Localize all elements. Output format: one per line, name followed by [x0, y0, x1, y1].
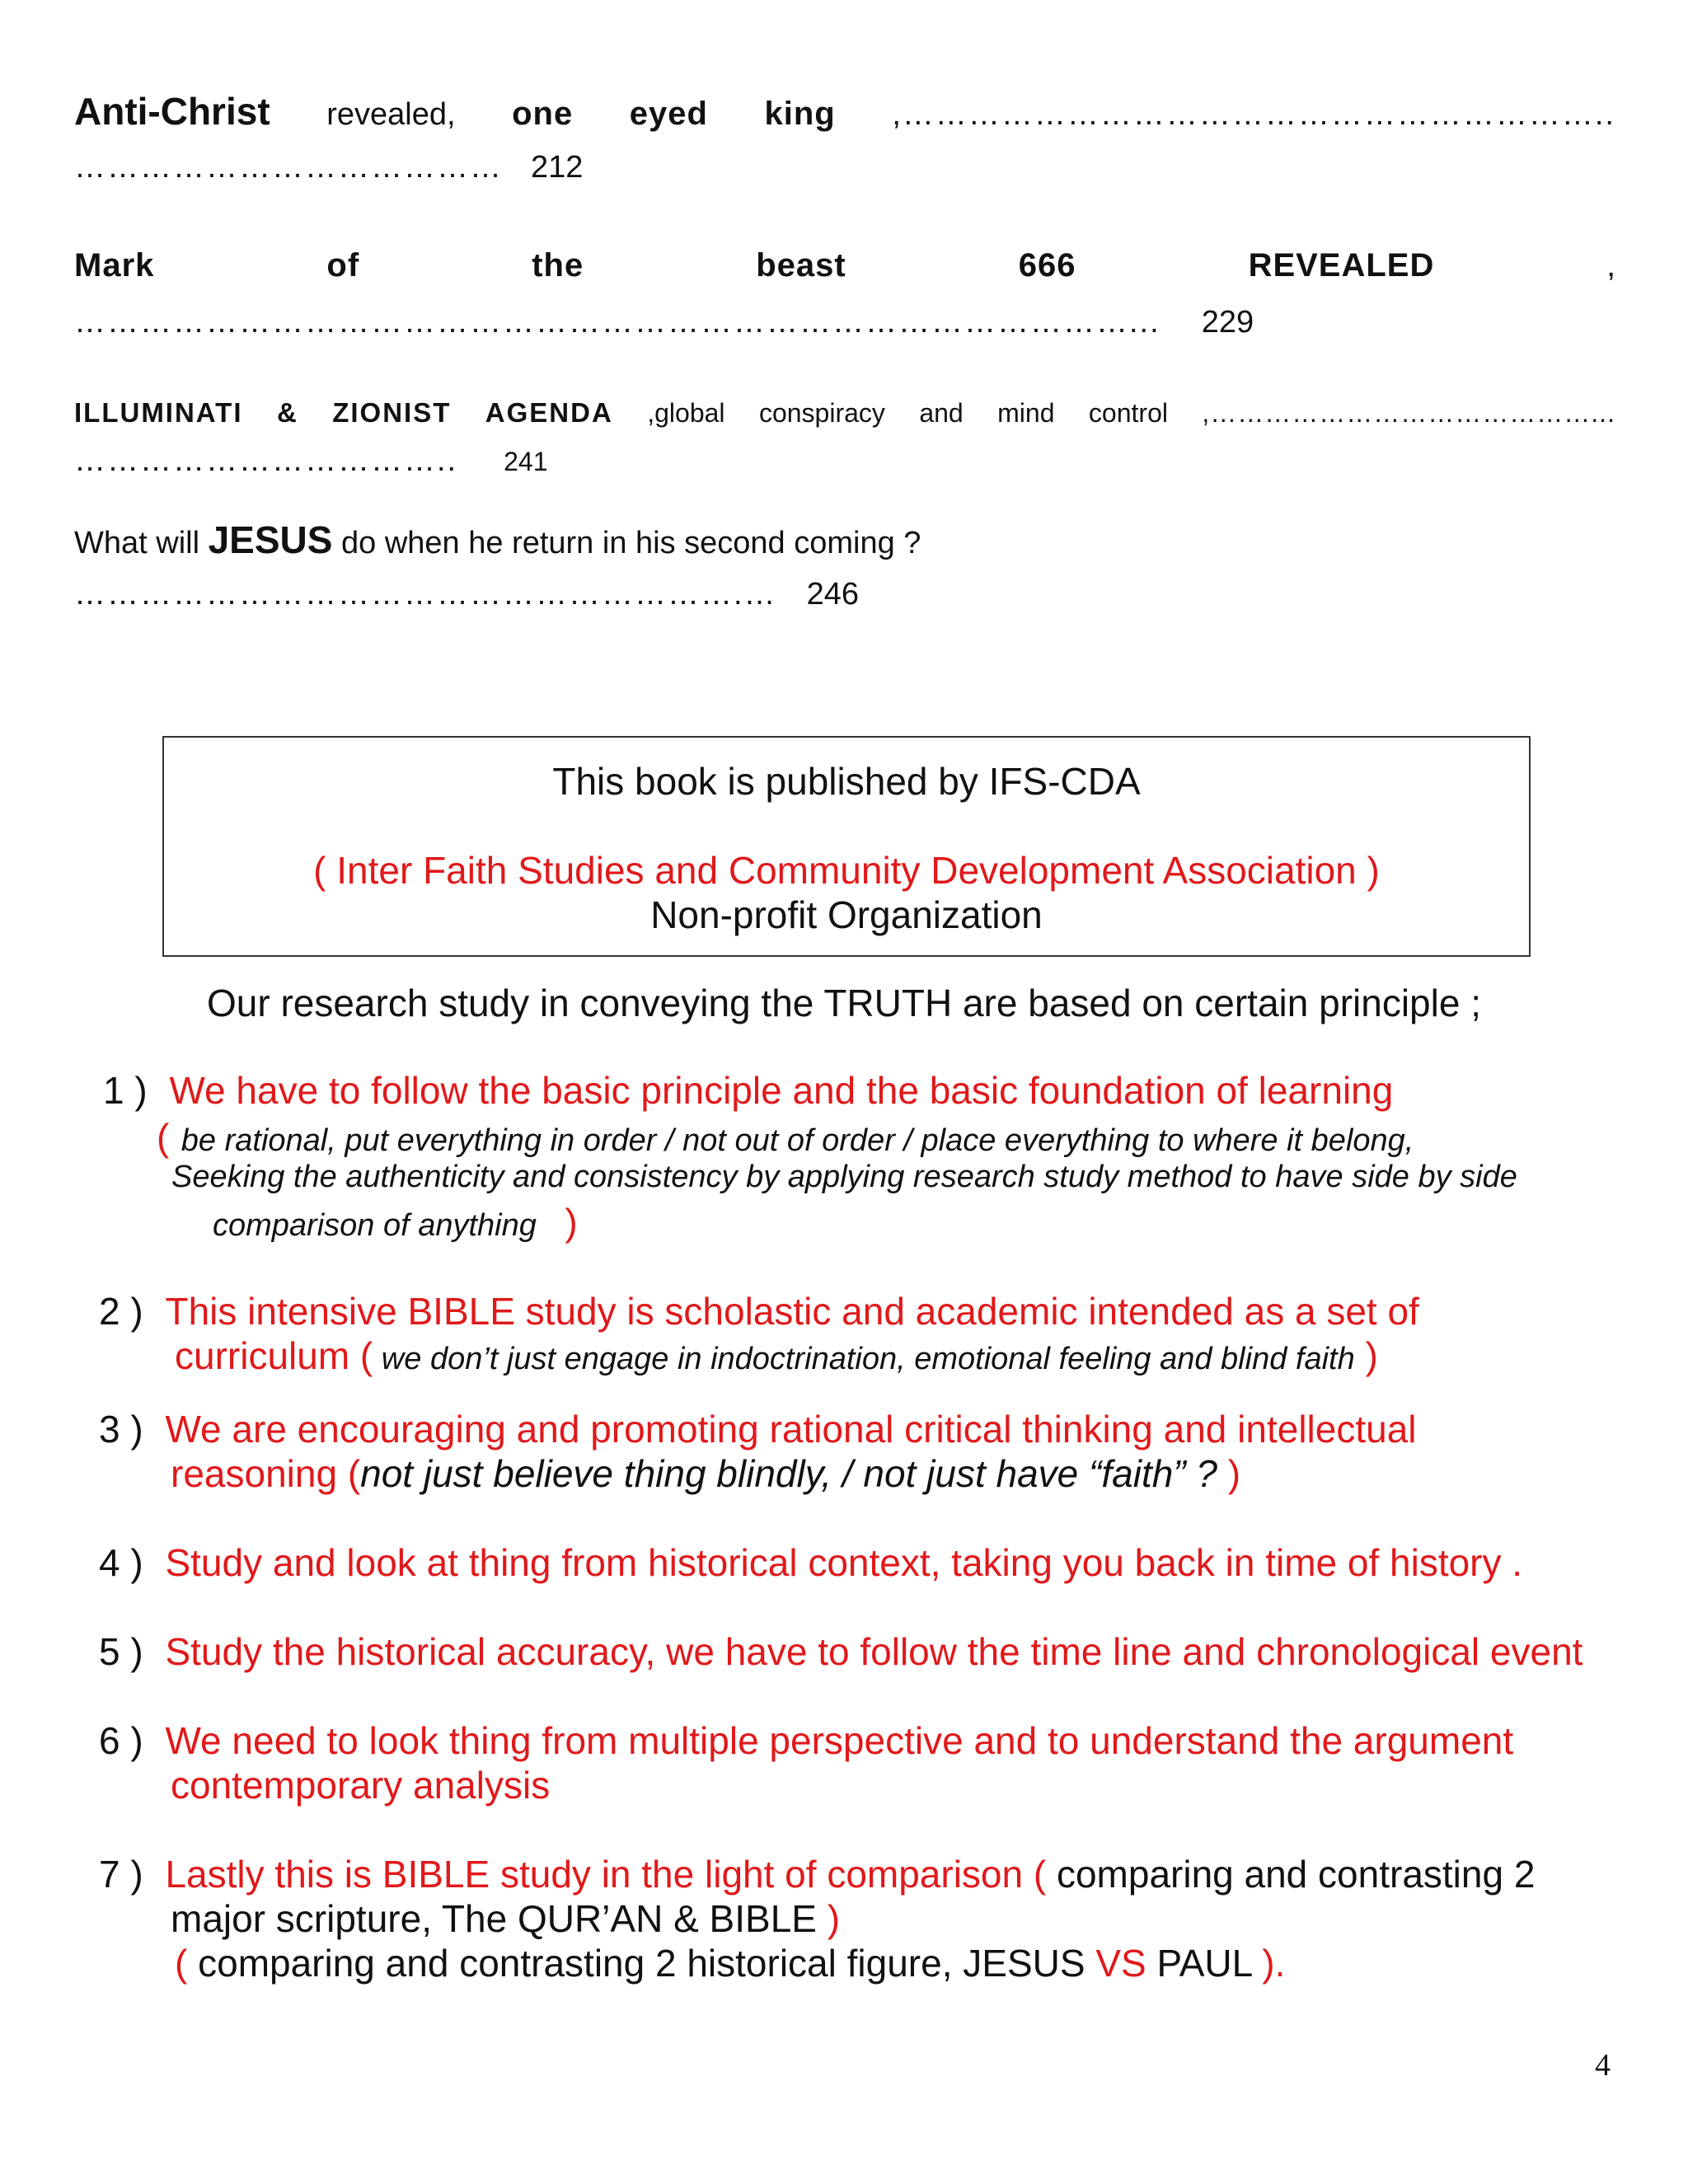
close-paren: ). — [1251, 1942, 1286, 1985]
toc-text: What will — [74, 526, 209, 560]
publisher-org-type: Non-profit Organization — [650, 893, 1043, 936]
principle-detail: we don’t just engage in indoctrination, emotional feeling and blind faith — [373, 1342, 1355, 1376]
principle-text: Lastly this is BIBLE study in the light of comparison ( — [165, 1853, 1057, 1896]
toc-entry-mark-of-beast-line2 — [74, 305, 1254, 340]
toc-word: mind — [997, 398, 1055, 428]
page-number: 4 — [1595, 2048, 1611, 2083]
toc-word: Mark — [74, 247, 155, 284]
toc-word: conspiracy — [758, 398, 885, 428]
toc-word: & — [276, 397, 298, 428]
toc-word: , — [1606, 249, 1615, 284]
toc-leader: ……………………………………………………………………………………... — [74, 305, 1160, 340]
principle-text: PAUL — [1146, 1942, 1252, 1985]
publisher-box — [162, 736, 1531, 957]
toc-page-number: 241 — [504, 447, 548, 476]
principle-number: 1 ) — [103, 1069, 148, 1112]
toc-entry-second-coming — [74, 518, 921, 562]
principle-text: major scripture, The QUR’AN & BIBLE — [171, 1897, 817, 1940]
open-paren: ( — [157, 1116, 170, 1159]
principle-text: This intensive BIBLE study is scholastic and academic intended as a set of — [165, 1290, 1419, 1333]
toc-word: king — [764, 96, 836, 132]
toc-leader: ,……………………………………………………….. — [892, 97, 1615, 132]
principle-number: 6 ) — [99, 1719, 143, 1762]
toc-text-jesus: JESUS — [208, 518, 333, 561]
principle-text: curriculum ( — [175, 1334, 373, 1377]
toc-word: ,global — [647, 398, 725, 428]
principle-text: Study the historical accuracy, we have to follow the time line and chronological event — [165, 1630, 1583, 1673]
principle-3-line2 — [171, 1451, 1240, 1496]
toc-word: and — [919, 398, 964, 428]
toc-leader: ,……………………………………... — [1202, 398, 1615, 428]
principle-6-line2: contemporary analysis — [171, 1764, 551, 1807]
toc-word: ZIONIST — [332, 397, 452, 428]
toc-word: eyed — [629, 96, 708, 132]
principle-number: 4 ) — [99, 1541, 143, 1584]
toc-entry-illuminati — [74, 397, 1615, 429]
principle-number: 3 ) — [99, 1408, 143, 1451]
principle-number: 2 ) — [99, 1290, 143, 1333]
toc-word: REVEALED — [1248, 247, 1435, 284]
toc-word: beast — [756, 247, 846, 284]
toc-leader: ………………………………… — [74, 150, 503, 185]
close-paren: ) — [1354, 1334, 1378, 1377]
principle-number: 5 ) — [99, 1630, 143, 1673]
vs-text: VS — [1095, 1942, 1146, 1985]
principle-2 — [99, 1289, 1419, 1333]
toc-page-number: 212 — [531, 150, 584, 185]
principle-text: comparing and contrasting 2 historical figure, JESUS — [198, 1942, 1096, 1985]
principle-detail: not just believe thing blindly, / not just have “faith” ? — [360, 1452, 1217, 1495]
toc-leader: …………………………….. — [74, 443, 458, 478]
toc-word: one — [512, 96, 574, 132]
principle-detail: be rational, put everything in order / not out of order / place everything to where it belong, — [181, 1123, 1414, 1158]
principle-5 — [99, 1629, 1582, 1674]
principle-1-detail-2: Seeking the authenticity and consistency by applying research study method to have side by side — [171, 1160, 1517, 1194]
toc-word: 666 — [1018, 247, 1076, 284]
close-paren: ) — [816, 1897, 841, 1940]
principle-text: We are encouraging and promoting rational critical thinking and intellectual — [165, 1408, 1417, 1451]
close-paren: ) — [565, 1201, 578, 1244]
publisher-line: This book is published by IFS-CDA — [552, 760, 1141, 803]
principle-3 — [99, 1407, 1417, 1451]
toc-entry-antichrist — [74, 89, 1615, 134]
principle-2-line2 — [175, 1333, 1378, 1378]
principle-7 — [99, 1852, 1535, 1896]
close-paren: ) — [1217, 1452, 1241, 1495]
toc-word: Anti-Christ — [74, 90, 270, 133]
toc-page-number: 229 — [1201, 305, 1254, 340]
toc-word: of — [326, 247, 360, 284]
principle-1-detail-1 — [157, 1115, 1414, 1160]
principle-6 — [99, 1718, 1513, 1763]
open-paren: ( — [175, 1942, 199, 1985]
principle-1-detail-3 — [213, 1200, 578, 1244]
toc-entry-illuminati-line2 — [74, 443, 548, 479]
toc-page-number: 246 — [806, 577, 859, 612]
principle-1 — [103, 1068, 1393, 1113]
toc-entry-mark-of-beast — [74, 247, 1615, 284]
principle-detail: comparison of anything — [213, 1208, 537, 1243]
toc-word: control — [1088, 398, 1168, 428]
toc-entry-second-coming-line2 — [74, 577, 859, 612]
toc-word: revealed, — [326, 97, 456, 132]
principle-text: Study and look at thing from historical context, taking you back in time of history . — [165, 1541, 1523, 1584]
principle-text: We need to look thing from multiple perspective and to understand the argument — [165, 1719, 1514, 1762]
toc-word: ILLUMINATI — [74, 397, 243, 428]
principle-text: reasoning ( — [171, 1452, 361, 1495]
publisher-full-name: ( Inter Faith Studies and Community Development Association ) — [313, 849, 1380, 892]
principle-number: 7 ) — [99, 1853, 143, 1896]
toc-text: do when he return in his second coming ? — [332, 526, 921, 560]
toc-leader: …………………………………………………….… — [74, 577, 777, 612]
principles-intro: Our research study in conveying the TRUTH are based on certain principle ; — [206, 982, 1481, 1024]
toc-word: the — [532, 247, 584, 284]
toc-entry-antichrist-line2 — [74, 150, 583, 185]
principle-7-line2 — [171, 1896, 840, 1941]
toc-word: AGENDA — [485, 397, 613, 428]
principle-text: comparing and contrasting 2 — [1056, 1853, 1536, 1896]
principle-text: We have to follow the basic principle and the basic foundation of learning — [169, 1069, 1394, 1112]
principle-4 — [99, 1540, 1522, 1585]
principle-7-line3 — [175, 1941, 1285, 1985]
